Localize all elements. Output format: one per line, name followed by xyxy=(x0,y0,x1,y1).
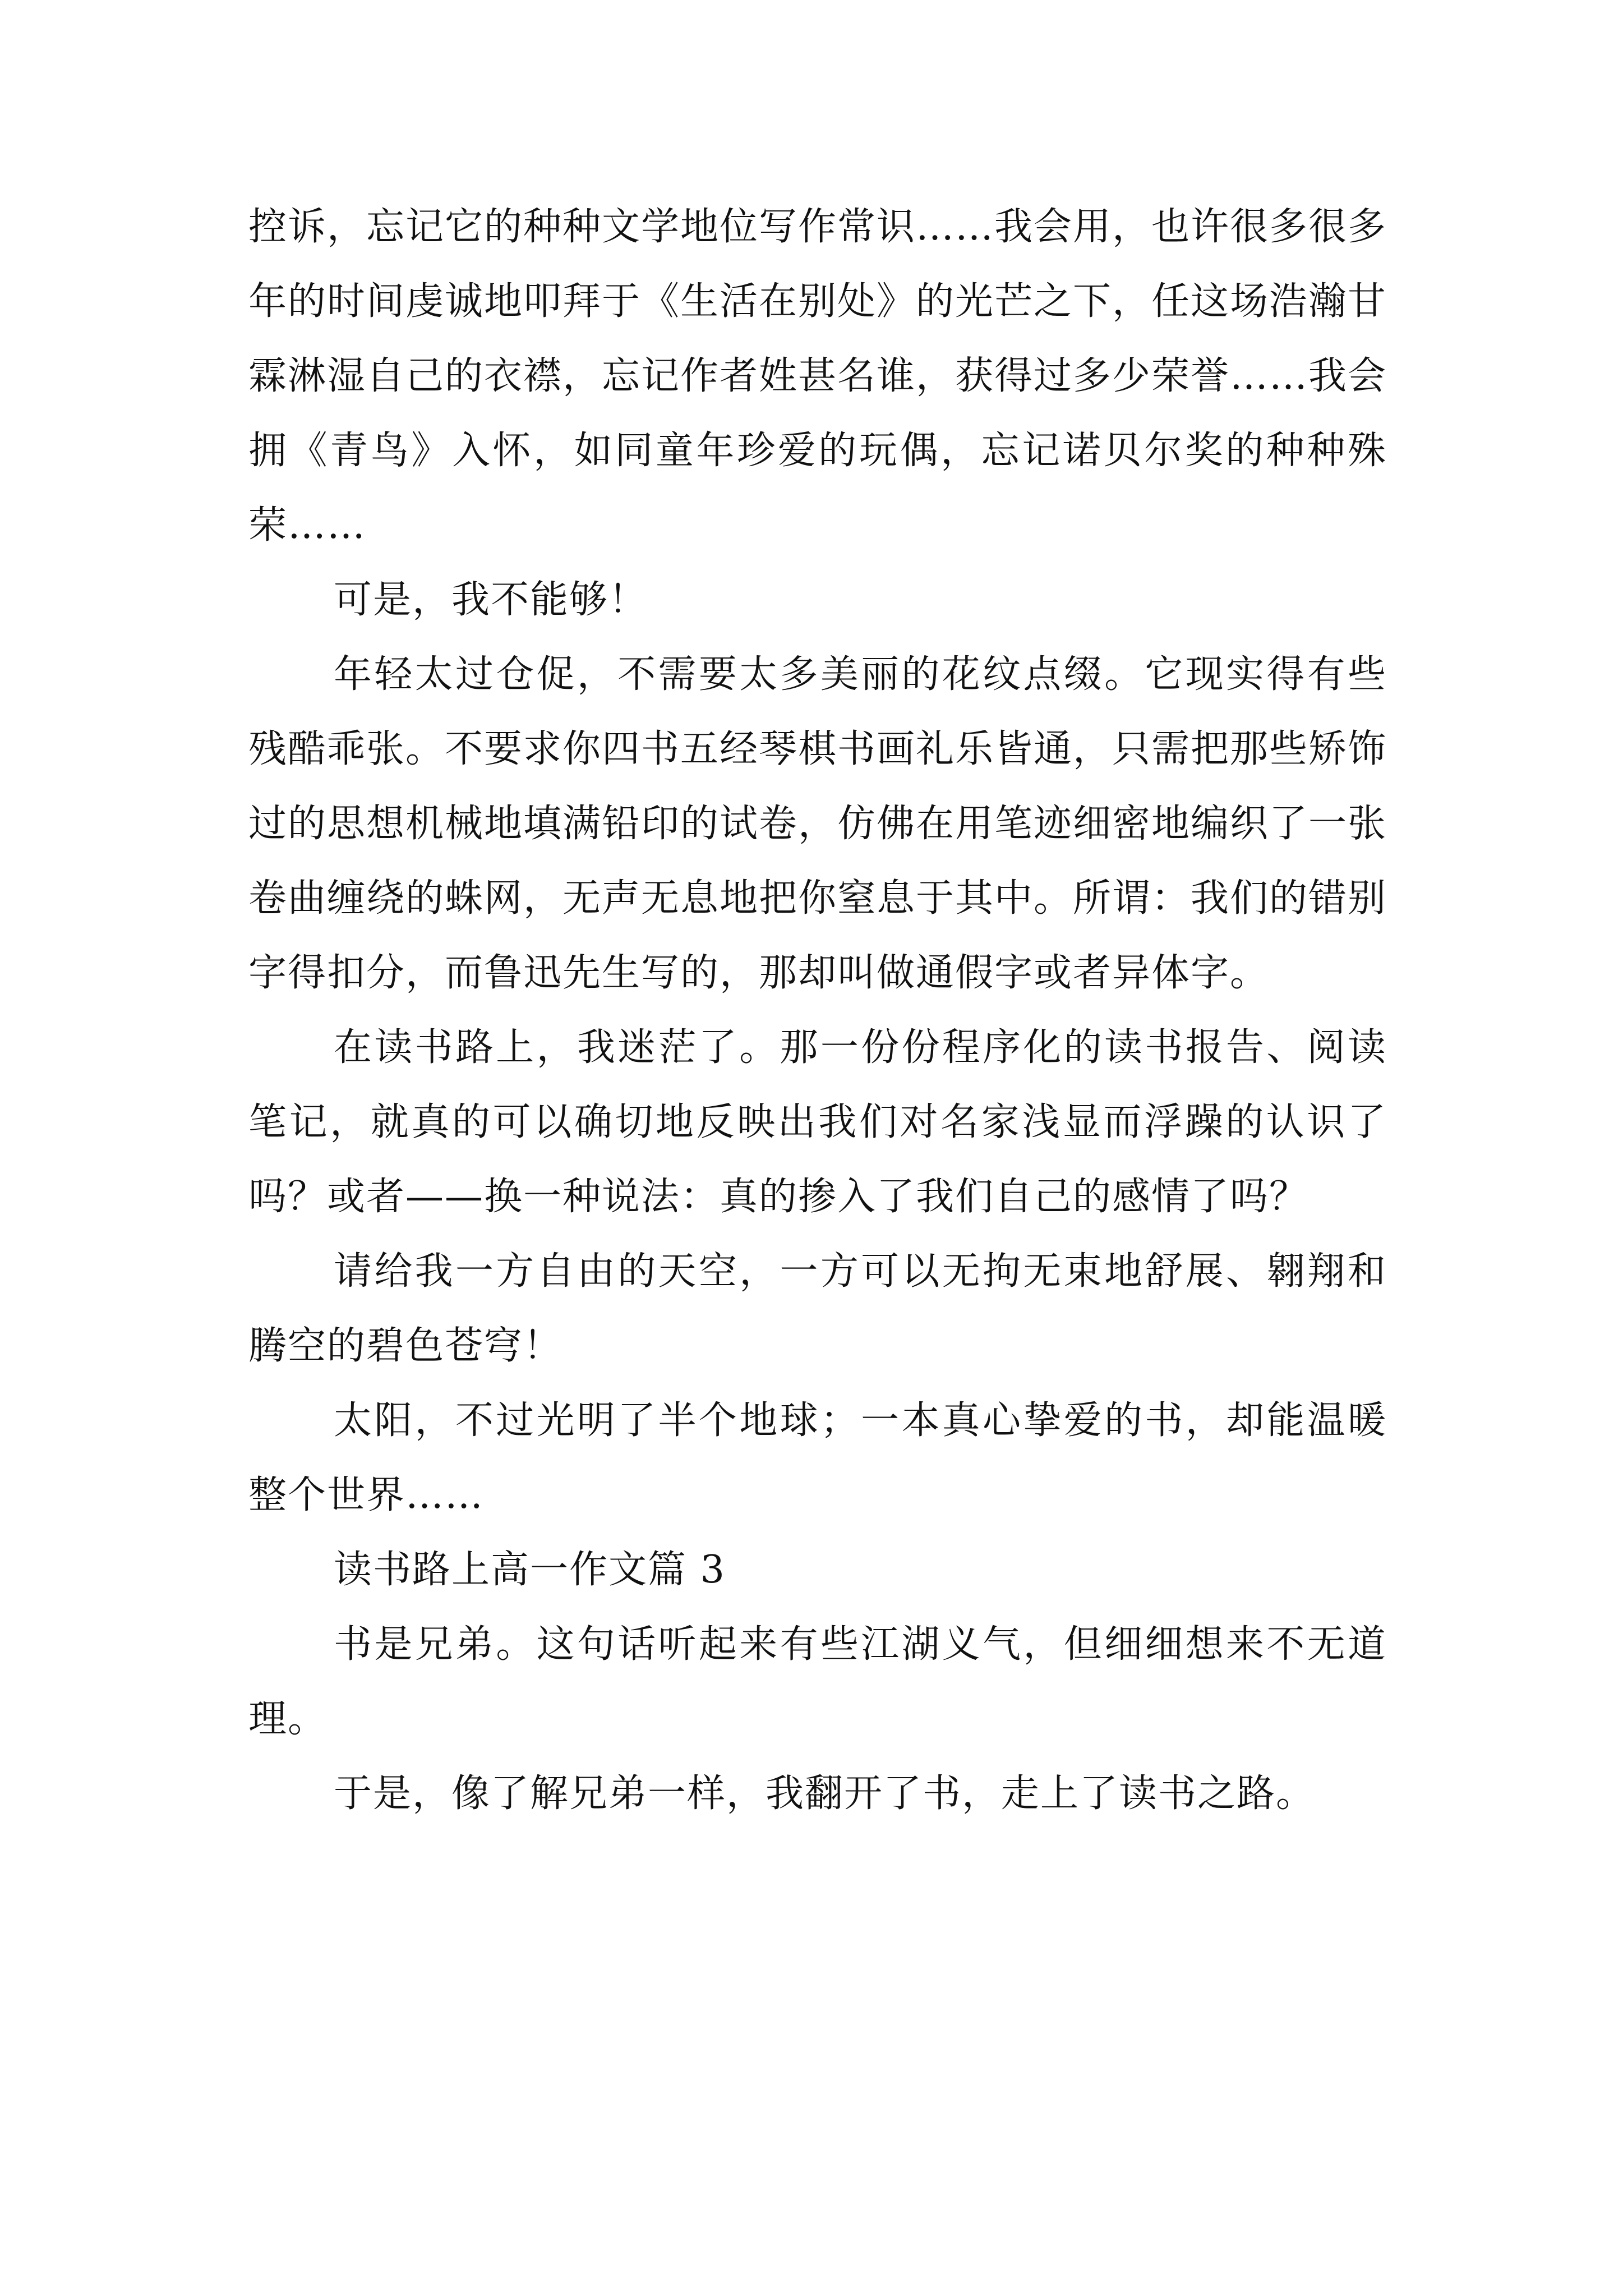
section-heading: 读书路上高一作文篇 3 xyxy=(334,1548,726,1592)
document-body xyxy=(248,190,1387,1831)
paragraph: 太阳，不过光明了半个地球；一本真心挚爱的书，却能温暖整个世界…… xyxy=(248,1398,1387,1517)
paragraph: 于是，像了解兄弟一样，我翻开了书，走上了读书之路。 xyxy=(334,1772,1316,1816)
paragraph-continuation: 控诉，忘记它的种种文学地位写作常识……我会用，也许很多很多年的时间虔诚地叩拜于《生活在别处》的光芒之下，任这场浩瀚甘霖淋湿自己的衣襟，忘记作者姓甚名谁，获得过多少荣誉……我会拥《青鸟》入怀，如同童年珍爱的玩偶，忘记诺贝尔奖的种种殊荣…… xyxy=(248,205,1387,547)
paragraph: 请给我一方自由的天空，一方可以无拘无束地舒展、翱翔和腾空的碧色苍穹！ xyxy=(248,1249,1387,1368)
paragraph: 书是兄弟。这句话听起来有些江湖义气，但细细想来不无道理。 xyxy=(248,1622,1387,1741)
paragraph: 在读书路上，我迷茫了。那一份份程序化的读书报告、阅读笔记，就真的可以确切地反映出我们对名家浅显而浮躁的认识了吗？或者——换一种说法：真的掺入了我们自己的感情了吗？ xyxy=(248,1025,1387,1219)
paragraph: 可是，我不能够！ xyxy=(334,578,648,622)
paragraph: 年轻太过仓促，不需要太多美丽的花纹点缀。它现实得有些残酷乖张。不要求你四书五经琴棋书画礼乐皆通，只需把那些矫饰过的思想机械地填满铅印的试卷，仿佛在用笔迹细密地编织了一张卷曲缠绕的蛛网，无声无息地把你窒息于其中。所谓：我们的错别字得扣分，而鲁迅先生写的，那却叫做通假字或者异体字。 xyxy=(248,652,1387,995)
